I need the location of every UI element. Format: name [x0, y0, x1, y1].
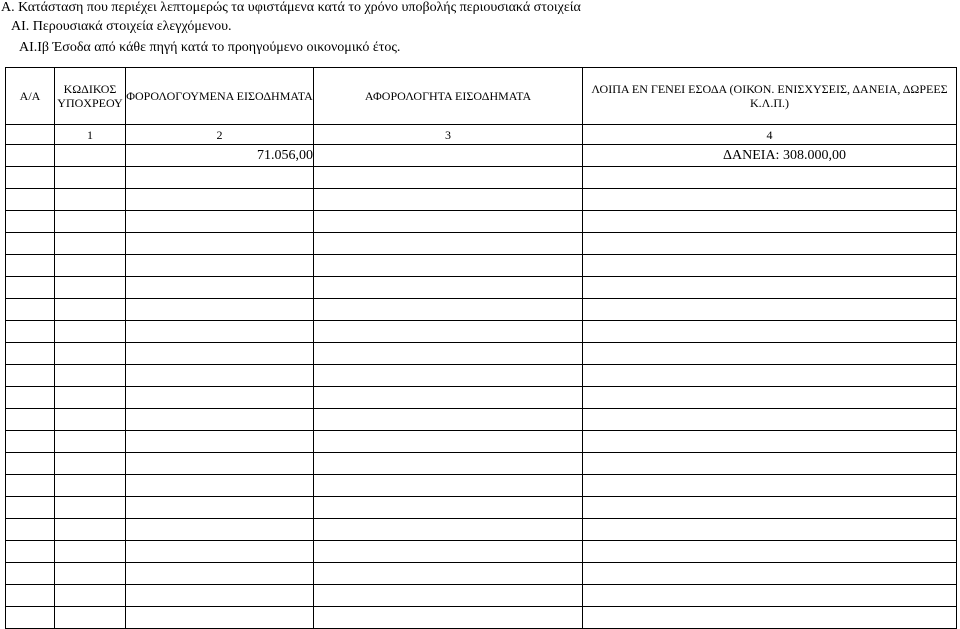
empty-cell	[6, 519, 55, 541]
cell-other: ΔΑΝΕΙΑ: 308.000,00	[583, 145, 957, 167]
empty-cell	[126, 409, 314, 431]
empty-cell	[55, 343, 126, 365]
empty-cell	[314, 585, 583, 607]
column-number-2: 2	[126, 125, 314, 145]
empty-cell	[583, 585, 957, 607]
empty-cell	[55, 255, 126, 277]
empty-table-row	[6, 255, 957, 277]
empty-cell	[6, 255, 55, 277]
empty-cell	[583, 255, 957, 277]
column-number-4: 4	[583, 125, 957, 145]
table-row	[6, 145, 957, 167]
empty-cell	[583, 541, 957, 563]
empty-cell	[583, 233, 957, 255]
empty-cell	[6, 321, 55, 343]
empty-table-row	[6, 475, 957, 497]
empty-cell	[314, 343, 583, 365]
empty-cell	[126, 519, 314, 541]
col-header-non-taxable: ΑΦΟΡΟΛΟΓΗΤΑ ΕΙΣΟΔΗΜΑΤΑ	[314, 68, 583, 125]
empty-cell	[55, 277, 126, 299]
empty-cell	[6, 585, 55, 607]
column-number-cell	[6, 125, 55, 145]
empty-table-row	[6, 277, 957, 299]
empty-table-row	[6, 431, 957, 453]
cell-taxable: 71.056,00	[126, 145, 314, 167]
empty-cell	[583, 365, 957, 387]
income-table	[5, 67, 957, 629]
empty-cell	[583, 519, 957, 541]
empty-cell	[583, 343, 957, 365]
empty-cell	[6, 277, 55, 299]
col-header-code: ΚΩΔΙΚΟΣ ΥΠΟΧΡΕΟΥ	[55, 68, 126, 125]
empty-cell	[55, 497, 126, 519]
empty-cell	[6, 497, 55, 519]
empty-cell	[55, 519, 126, 541]
empty-cell	[55, 431, 126, 453]
empty-cell	[126, 211, 314, 233]
empty-cell	[6, 189, 55, 211]
empty-table-row	[6, 409, 957, 431]
empty-cell	[583, 167, 957, 189]
empty-cell	[314, 299, 583, 321]
empty-cell	[126, 189, 314, 211]
empty-cell	[314, 563, 583, 585]
empty-cell	[314, 387, 583, 409]
empty-table-row	[6, 233, 957, 255]
empty-cell	[314, 321, 583, 343]
empty-cell	[126, 343, 314, 365]
empty-cell	[55, 167, 126, 189]
subsection-subtitle: ΑΙ.Ιβ Έσοδα από κάθε πηγή κατά το προηγούμενο οικονομικό έτος.	[19, 40, 401, 55]
empty-table-row	[6, 519, 957, 541]
empty-cell	[126, 365, 314, 387]
empty-cell	[314, 167, 583, 189]
empty-cell	[6, 211, 55, 233]
empty-cell	[126, 453, 314, 475]
empty-cell	[583, 475, 957, 497]
empty-cell	[55, 189, 126, 211]
col-header-taxable: ΦΟΡΟΛΟΓΟΥΜΕΝΑ ΕΙΣΟΔΗΜΑΤΑ	[126, 68, 314, 125]
table-header-row	[6, 68, 957, 125]
column-number-row	[6, 125, 957, 145]
empty-table-row	[6, 299, 957, 321]
empty-cell	[583, 497, 957, 519]
empty-cell	[126, 387, 314, 409]
empty-cell	[583, 189, 957, 211]
empty-cell	[126, 563, 314, 585]
empty-cell	[6, 299, 55, 321]
empty-cell	[6, 453, 55, 475]
empty-cell	[314, 607, 583, 629]
empty-cell	[314, 409, 583, 431]
empty-cell	[6, 343, 55, 365]
empty-cell	[583, 321, 957, 343]
empty-cell	[126, 277, 314, 299]
empty-cell	[6, 365, 55, 387]
empty-cell	[583, 299, 957, 321]
empty-cell	[314, 519, 583, 541]
empty-cell	[583, 387, 957, 409]
empty-cell	[55, 453, 126, 475]
empty-cell	[314, 277, 583, 299]
empty-table-row	[6, 189, 957, 211]
empty-cell	[55, 541, 126, 563]
col-header-other: ΛΟΙΠΑ ΕΝ ΓΕΝΕΙ ΕΣΟΔΑ (ΟΙΚΟΝ. ΕΝΙΣΧΥΣΕΙΣ, ΔΑΝΕΙΑ, ΔΩΡΕΕΣ Κ.Λ.Π.)	[583, 68, 957, 125]
column-number-3: 3	[314, 125, 583, 145]
empty-cell	[126, 475, 314, 497]
empty-cell	[126, 233, 314, 255]
empty-cell	[314, 453, 583, 475]
empty-cell	[126, 167, 314, 189]
empty-cell	[55, 321, 126, 343]
section-title: Α. Κατάσταση που περιέχει λεπτομερώς τα υφιστάμενα κατά το χρόνο υποβολής περιουσιακά στοιχεία	[1, 0, 581, 15]
empty-cell	[55, 233, 126, 255]
empty-cell	[314, 189, 583, 211]
empty-cell	[55, 563, 126, 585]
empty-table-row	[6, 343, 957, 365]
empty-cell	[583, 409, 957, 431]
empty-table-row	[6, 453, 957, 475]
empty-table-row	[6, 387, 957, 409]
column-number-1: 1	[55, 125, 126, 145]
empty-cell	[314, 475, 583, 497]
empty-cell	[583, 453, 957, 475]
empty-cell	[314, 497, 583, 519]
empty-table-row	[6, 497, 957, 519]
empty-table-row	[6, 167, 957, 189]
empty-cell	[55, 475, 126, 497]
empty-cell	[583, 563, 957, 585]
empty-table-row	[6, 321, 957, 343]
cell-aa	[6, 145, 55, 167]
empty-cell	[314, 541, 583, 563]
empty-cell	[126, 585, 314, 607]
empty-cell	[314, 211, 583, 233]
empty-cell	[6, 387, 55, 409]
empty-table-row	[6, 585, 957, 607]
empty-cell	[126, 299, 314, 321]
empty-cell	[55, 299, 126, 321]
empty-cell	[126, 607, 314, 629]
empty-cell	[55, 211, 126, 233]
empty-cell	[6, 167, 55, 189]
empty-cell	[583, 277, 957, 299]
empty-cell	[126, 321, 314, 343]
empty-cell	[314, 431, 583, 453]
empty-cell	[55, 365, 126, 387]
empty-table-row	[6, 541, 957, 563]
empty-cell	[126, 497, 314, 519]
cell-code	[55, 145, 126, 167]
empty-cell	[126, 255, 314, 277]
empty-cell	[6, 409, 55, 431]
empty-cell	[6, 541, 55, 563]
empty-cell	[55, 409, 126, 431]
empty-cell	[314, 255, 583, 277]
empty-table-row	[6, 607, 957, 629]
empty-cell	[583, 431, 957, 453]
empty-cell	[55, 585, 126, 607]
empty-cell	[583, 211, 957, 233]
empty-cell	[6, 431, 55, 453]
empty-cell	[583, 607, 957, 629]
empty-cell	[6, 607, 55, 629]
empty-cell	[314, 233, 583, 255]
empty-cell	[126, 541, 314, 563]
empty-cell	[126, 431, 314, 453]
col-header-aa: Α/Α	[6, 68, 55, 125]
empty-table-row	[6, 211, 957, 233]
empty-table-row	[6, 563, 957, 585]
empty-cell	[6, 475, 55, 497]
empty-cell	[55, 607, 126, 629]
empty-cell	[55, 387, 126, 409]
empty-table-row	[6, 365, 957, 387]
subsection-title: ΑΙ. Περουσιακά στοιχεία ελεγχόμενου.	[11, 19, 232, 34]
cell-non-taxable	[314, 145, 583, 167]
empty-cell	[6, 233, 55, 255]
empty-cell	[314, 365, 583, 387]
empty-cell	[6, 563, 55, 585]
